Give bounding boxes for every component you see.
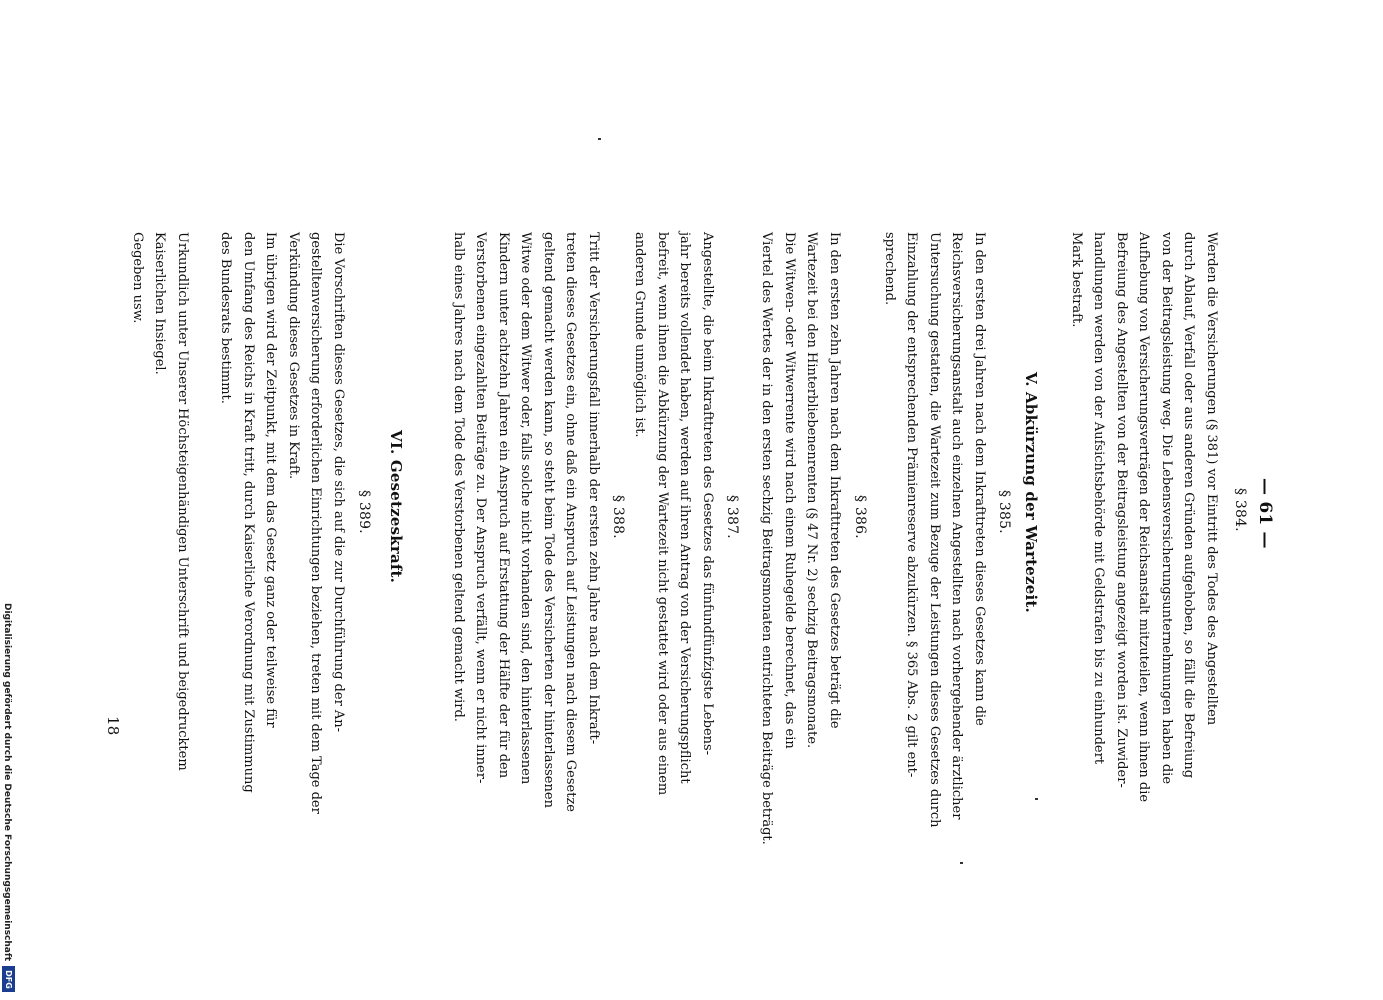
text-line: Wartezeit bei den Hinterbliebenenrenten (§ 47 Nr. 2) sechzig Beitragsmonate. [804, 232, 820, 749]
text-line: Aufhebung von Versicherungsverträgen der Reichsanstalt mitzuteilen, wenn ihnen die [1136, 232, 1152, 803]
text-line: Im übrigen wird der Zeitpunkt, mit dem das Gesetz ganz oder teilweise für [263, 232, 279, 728]
text-line: des Bundesrats bestimmt. [218, 232, 234, 404]
text-line: Kindern unter achtzehn Jahren ein Anspruch auf Erstattung der Hälfte der für den [496, 232, 511, 779]
text-line: durch Ablauf, Verfall oder aus anderen Gründen aufgehoben, so fällt die Befreiung [1181, 232, 1197, 779]
text-line: halb eines Jahres nach dem Tode des Verstorbenen geltend gemacht wird. [451, 232, 466, 722]
closing-formula [126, 232, 194, 771]
dfg-logo-text: DFG [4, 969, 14, 989]
text-line: Gegeben usw. [130, 232, 145, 324]
text-line: Einzahlung der entsprechenden Prämienreserve abzukürzen. § 365 Abs. 2 gilt ent- [904, 232, 920, 778]
text-line: Werden die Versicherungen (§ 381) vor Eintritt des Todes des Angestellten [1204, 232, 1219, 726]
text-line: Urkundlich unter Unserer Höchsteigenhändigen Unterschrift und beigedrucktem [175, 232, 190, 771]
text-line: Tritt der Versicherungsfall innerhalb der ersten zehn Jahre nach dem Inkraft- [586, 232, 601, 745]
text-line: In den ersten zehn Jahren nach dem Inkrafttreten des Gesetzes beträgt die [827, 232, 842, 729]
text-line: In den ersten drei Jahren nach dem Inkrafttreten dieses Gesetzes kann die [972, 232, 987, 726]
scan-speck [598, 138, 601, 140]
section-heading-385: § 385. [996, 490, 1012, 534]
footer-credit: Digitalisierung gefördert durch die Deutsche Forschungsgemeinschaft [2, 603, 12, 962]
section-389-text [214, 232, 349, 814]
text-line: Viertel des Wertes der in den ersten sechzig Beitragsmonaten entrichteten Beiträge beträgt. [759, 232, 775, 845]
text-line: gestelltenversicherung erforderlichen Einrichtungen beziehen, treten mit dem Tage der [308, 232, 324, 814]
text-line: handlungen werden von der Aufsichtsbehörde mit Geldstrafen bis zu einhundert [1091, 232, 1107, 765]
section-heading-387: § 387. [724, 495, 740, 539]
section-385-text [878, 232, 991, 828]
chapter-heading-v: V. Abkürzung der Wartezeit. [1022, 372, 1040, 613]
text-line: geltend gemacht werden kann, so steht beim Tode des Versicherten der hinterlassenen [541, 232, 556, 808]
text-line: Witwe oder dem Witwer oder, falls solche nicht vorhanden sind, den hinterlassenen [518, 232, 534, 785]
text-line: Die Vorschriften dieses Gesetzes, die sich auf die zur Durchführung der An- [331, 232, 346, 733]
text-line: Verstorbenen eingezahlten Beiträge zu. Der Anspruch verfällt, wenn er nicht inner- [473, 232, 489, 784]
section-heading-384: § 384. [1232, 488, 1248, 532]
section-387-text [628, 232, 718, 795]
signature-mark: 18 [104, 716, 122, 736]
text-line: befreit, wenn ihnen die Abkürzung der Wartezeit nicht gestattet wird oder aus einem [655, 232, 670, 796]
section-heading-388: § 388. [610, 495, 626, 539]
dfg-logo [2, 966, 15, 992]
text-line: treten dieses Gesetzes ein, ohne daß ein Anspruch auf Leistungen nach diesem Gesetze [563, 232, 579, 812]
section-386-text [755, 232, 845, 845]
text-line: Mark bestraft. [1069, 232, 1084, 328]
section-heading-386: § 386. [852, 495, 868, 539]
text-line: Kaiserlichen Insiegel. [152, 232, 168, 375]
text-line: anderen Grunde unmöglich ist. [632, 232, 648, 438]
text-line: Angestellte, die beim Inkrafttreten des Gesetzes das fünfundfünfzigste Lebens- [700, 232, 715, 756]
section-384-text [1065, 232, 1223, 802]
text-line: Befreiung des Angestellten von der Beitragsleistung angezeigt worden ist. Zuwider- [1114, 232, 1129, 788]
section-388-text [447, 232, 605, 812]
text-line: jahr bereits vollendet haben, werden auf ihren Antrag von der Versicherungspflicht [677, 232, 693, 784]
section-heading-389: § 389. [356, 490, 372, 534]
chapter-heading-vi: VI. Gesetzeskraft. [387, 430, 405, 584]
text-line: Verkündung dieses Gesetzes in Kraft. [286, 232, 301, 480]
text-line: von der Beitragsleistung weg. Die Lebensversicherungsunternehmungen haben die [1159, 232, 1174, 785]
scan-speck [960, 862, 963, 864]
scan-speck [1035, 798, 1038, 800]
text-line: sprechend. [882, 232, 897, 306]
text-line: Untersuchung gestatten, die Wartezeit zum Bezuge der Leistungen dieses Gesetzes durch [927, 232, 942, 828]
text-line: Reichsversicherungsanstalt auch einzelnen Angestellten nach vorhergehender ärztlicher [949, 232, 965, 820]
digitization-sidebar [0, 0, 16, 1000]
text-line: Die Witwen- oder Witwerrente wird nach einem Ruhegelde berechnet, das ein [782, 232, 797, 749]
page-number: — 61 — [1255, 478, 1275, 549]
text-line: den Umfang des Reichs in Kraft tritt, durch Kaiserliche Verordnung mit Zustimmung [241, 232, 256, 793]
